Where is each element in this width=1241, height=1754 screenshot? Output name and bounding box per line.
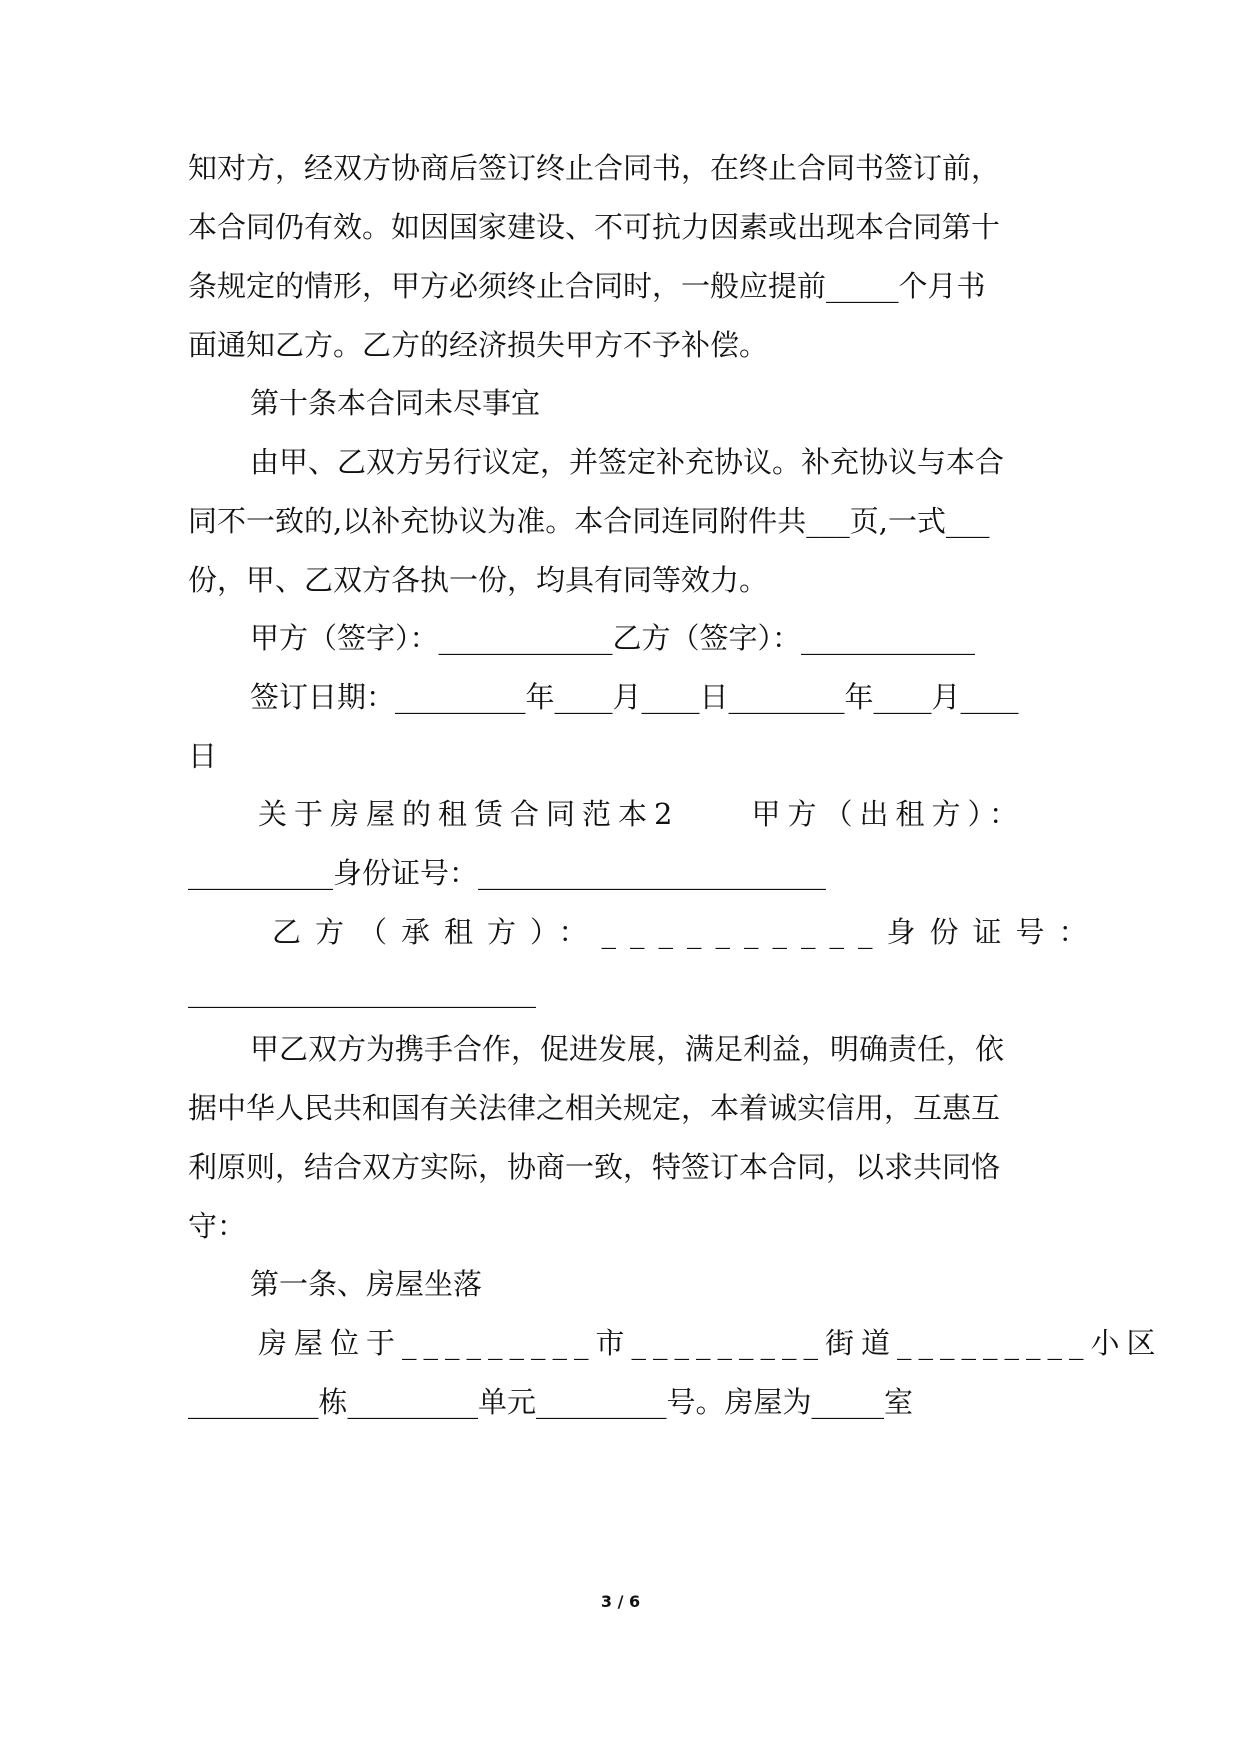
paragraph-line: 知对方，经双方协商后签订终止合同书，在终止合同书签订前， <box>188 151 1001 185</box>
paragraph-line: 甲乙双方为携手合作，促进发展，满足利益，明确责任，依 <box>250 1032 1005 1066</box>
party-b-line: 乙方（承租方）：__________身份证号： <box>272 915 1102 949</box>
paragraph-line: 利原则，结合双方实际，协商一致，特签订本合同，以求共同恪 <box>188 1150 1001 1184</box>
paragraph-line: 据中华人民共和国有关法律之相关规定，本着诚实信用，互惠互 <box>188 1091 1001 1125</box>
paragraph-line: 同不一致的,以补充协议为准。本合同连同附件共___页,一式___ <box>188 504 990 538</box>
paragraph-line: 日 <box>188 739 218 773</box>
paragraph-line: 面通知乙方。乙方的经济损失甲方不予补偿。 <box>188 328 769 362</box>
section-heading: 第一条、房屋坐落 <box>250 1267 483 1301</box>
signature-line: 甲方（签字）：____________乙方（签字）：____________ <box>250 621 976 655</box>
section-heading: 第十条本合同未尽事宜 <box>250 386 541 420</box>
page-number: 3 / 6 <box>600 1592 641 1611</box>
paragraph-line: 份，甲、乙双方各执一份，均具有同等效力。 <box>188 563 769 597</box>
property-location-line: 房屋位于_________市_________街道_________小区 <box>258 1326 1163 1360</box>
party-a-id-line: __________身份证号：________________________ <box>188 856 827 890</box>
property-location-line: _________栋_________单元_________号。房屋为_____室 <box>188 1385 914 1419</box>
paragraph-line: 守： <box>188 1209 247 1243</box>
signing-date-line: 签订日期：_________年____月____日________年____月____ <box>250 680 1019 714</box>
paragraph-line: 条规定的情形，甲方必须终止合同时，一般应提前_____个月书 <box>188 269 986 303</box>
paragraph-line: 由甲、乙双方另行议定，并签定补充协议。补充协议与本合 <box>250 445 1005 479</box>
contract-title-line: 关于房屋的租赁合同范本2 甲方（出租方）： <box>258 797 1025 831</box>
party-b-id-line: ________________________ <box>188 974 536 1008</box>
paragraph-line: 本合同仍有效。如因国家建设、不可抗力因素或出现本合同第十 <box>188 210 1001 244</box>
